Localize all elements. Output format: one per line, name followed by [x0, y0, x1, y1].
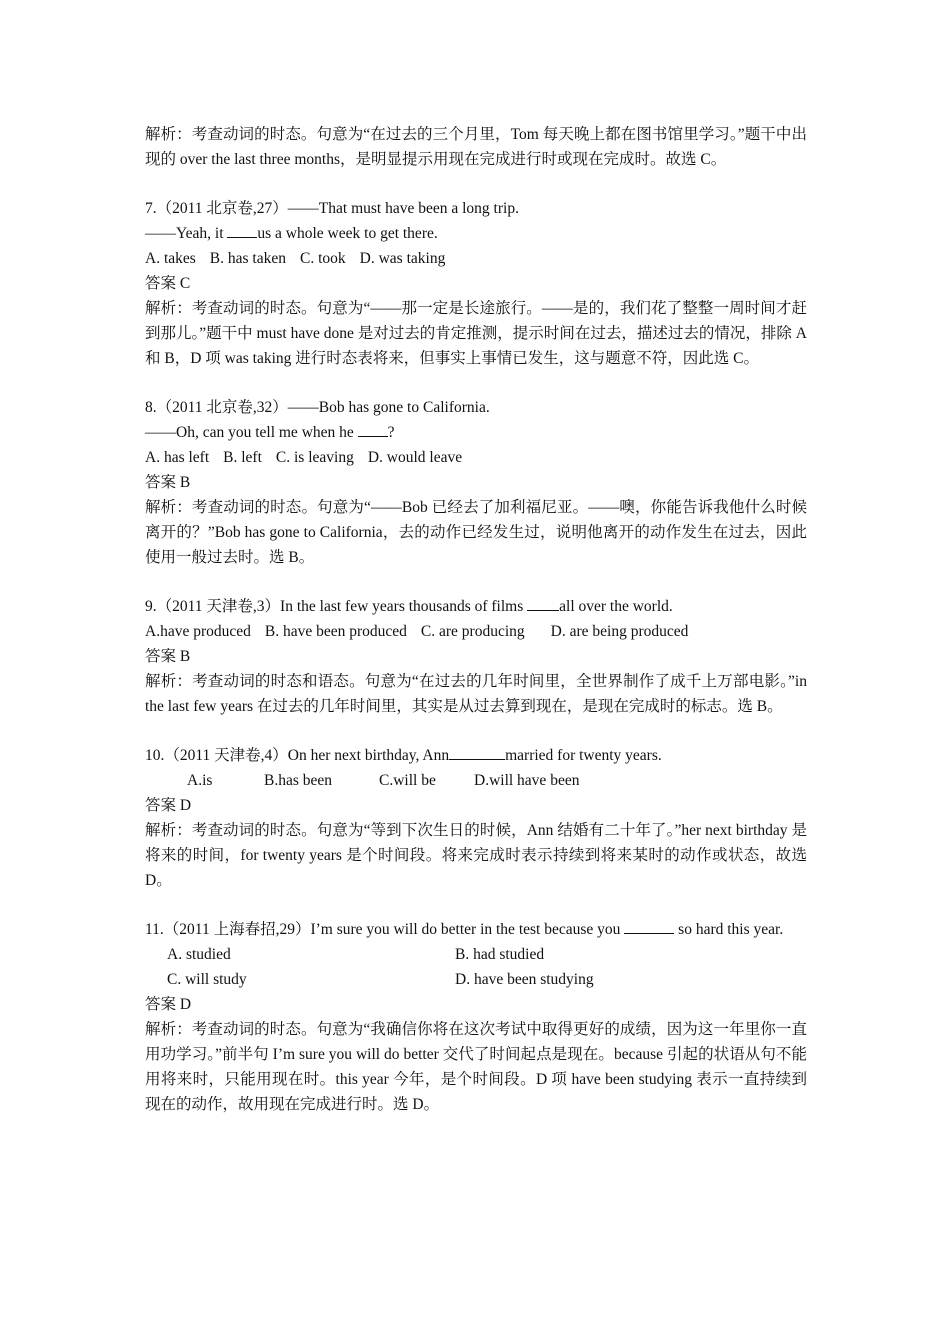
option-c: C. is leaving — [275, 449, 354, 466]
spacer — [145, 719, 807, 743]
answer-blank — [449, 743, 505, 760]
option-c: C.will be — [379, 772, 436, 789]
answer-blank — [624, 917, 674, 934]
q8-stem-part-b: ? — [387, 424, 395, 441]
q7-stem-line2 — [145, 221, 807, 246]
q7-answer: 答案 C — [145, 275, 191, 292]
option-b: B.has been — [264, 772, 333, 789]
answer-blank — [358, 420, 388, 437]
option-d: D.will have been — [474, 772, 580, 789]
option-d: D. was taking — [359, 250, 446, 267]
spacer — [145, 371, 807, 395]
option-a: A. has left — [145, 449, 210, 466]
option-a: A.have produced — [145, 623, 251, 640]
question-10 — [145, 743, 807, 893]
q8-stem-line1: 8.（2011 北京卷,32）——Bob has gone to California. — [145, 399, 490, 416]
q10-explanation: 解析：考查动词的时态。句意为“等到下次生日的时候，Ann 结婚有二十年了。”her next birthday 是将来的时间，for twenty years 是个时间段。将来完成时表示持续到将来某时的动作或状态，故选 D。 — [145, 822, 807, 889]
q11-explanation: 解析：考查动词的时态。句意为“我确信你将在这次考试中取得更好的成绩，因为这一年里你一直用功学习。”前半句 I’m sure you will do better 交代了时间起点是现在。because 引起的状语从句不能用将来时，只能用现在时。this year 今年，是个时间段。D 项 have been studying 表示一直持续到现在的动作，故用现在完成进行时。选 D。 — [145, 1021, 807, 1113]
option-a: A. takes — [145, 250, 196, 267]
question-11 — [145, 917, 807, 1117]
option-b: B. has taken — [209, 250, 286, 267]
q9-answer: 答案 B — [145, 648, 191, 665]
answer-blank — [527, 594, 559, 611]
spacer — [145, 172, 807, 196]
option-c: C. will study — [167, 971, 247, 988]
q8-stem-line2 — [145, 420, 807, 445]
option-b: B. have been produced — [264, 623, 407, 640]
option-d: D. have been studying — [455, 971, 594, 988]
q6-explanation: 解析：考查动词的时态。句意为“在过去的三个月里，Tom 每天晚上都在图书馆里学习。”题干中出现的 over the last three months，是明显提示用现在完成进行时或现在完成时。故选 C。 — [145, 126, 807, 168]
q9-stem-part-b: all over the world. — [559, 598, 673, 615]
q7-stem-line1: 7.（2011 北京卷,27）——That must have been a long trip. — [145, 200, 519, 217]
q7-explanation: 解析：考查动词的时态。句意为“——那一定是长途旅行。——是的，我们花了整整一周时间才赶到那儿。”题干中 must have done 是对过去的肯定推测，提示时间在过去，描述过去的情况，排除 A 和 B，D 项 was taking 进行时态表将来，但事实上事情已发生，这与题意不符，因此选 C。 — [145, 300, 807, 367]
q11-stem-part-b: so hard this year. — [674, 921, 784, 938]
option-a: A.is — [187, 772, 213, 789]
q7-stem-part-a: ——Yeah, it — [145, 225, 228, 242]
q10-stem — [145, 743, 807, 768]
option-c: C. took — [300, 250, 346, 267]
option-b: B. left — [223, 449, 262, 466]
option-c: C. are producing — [420, 623, 525, 640]
q8-options — [145, 445, 807, 470]
q7-options — [145, 246, 807, 271]
option-d: D. would leave — [367, 449, 463, 466]
option-b: B. had studied — [455, 946, 545, 963]
q11-answer: 答案 D — [145, 996, 192, 1013]
question-9 — [145, 594, 807, 719]
q7-stem-part-b: us a whole week to get there. — [257, 225, 438, 242]
q10-options — [145, 768, 807, 793]
document-page — [145, 122, 807, 1117]
q8-answer: 答案 B — [145, 474, 191, 491]
q9-stem — [145, 594, 807, 619]
question-8 — [145, 395, 807, 570]
q9-options — [145, 619, 807, 644]
q9-stem-part-a: 9.（2011 天津卷,3）In the last few years thousands of films — [145, 598, 528, 615]
spacer — [145, 893, 807, 917]
option-a: A. studied — [167, 946, 231, 963]
q11-stem-part-a: 11.（2011 上海春招,29）I’m sure you will do better in the test because you — [145, 921, 625, 938]
q10-answer: 答案 D — [145, 797, 192, 814]
q8-explanation: 解析：考查动词的时态。句意为“——Bob 已经去了加利福尼亚。——噢，你能告诉我他什么时候离开的？”Bob has gone to California，去的动作已经发生过，说明他离开的动作发生在过去，因此使用一般过去时。选 B。 — [145, 499, 807, 566]
q8-stem-part-a: ——Oh, can you tell me when he — [145, 424, 358, 441]
q11-options — [145, 942, 807, 992]
q10-stem-part-b: married for twenty years. — [505, 747, 662, 764]
answer-blank — [227, 221, 257, 238]
spacer — [145, 570, 807, 594]
option-d: D. are being produced — [550, 623, 689, 640]
q10-stem-part-a: 10.（2011 天津卷,4）On her next birthday, Ann — [145, 747, 450, 764]
question-7 — [145, 196, 807, 371]
q11-stem — [145, 917, 807, 942]
q9-explanation: 解析：考查动词的时态和语态。句意为“在过去的几年时间里，全世界制作了成千上万部电影。”in the last few years 在过去的几年时间里，其实是从过去算到现在，是现在完成时的标志。选 B。 — [145, 673, 807, 715]
